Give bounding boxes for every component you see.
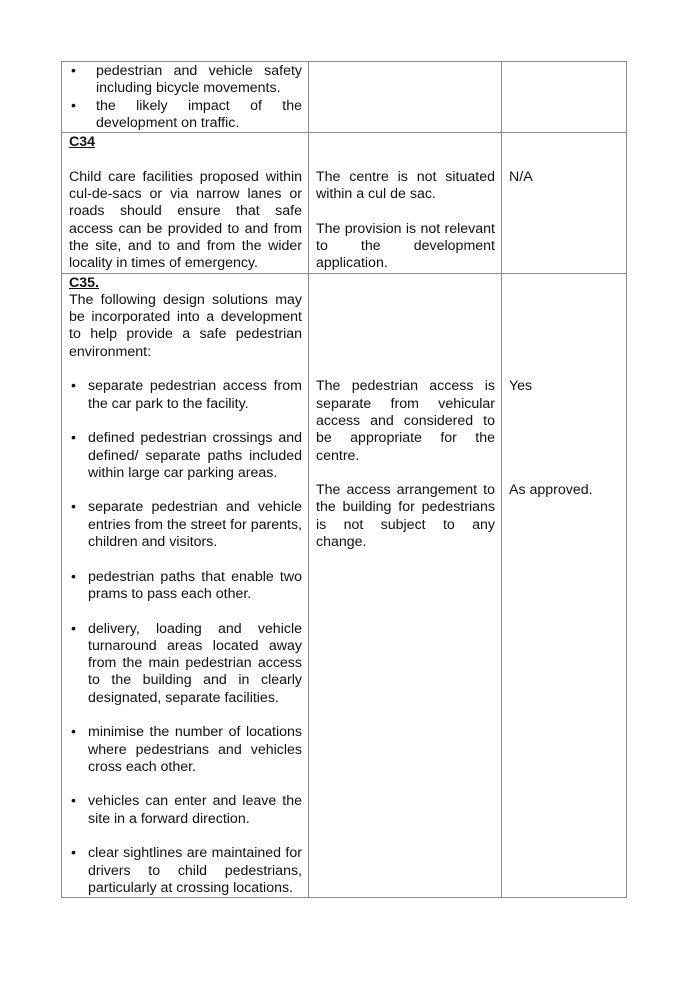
compliance-cell bbox=[502, 133, 627, 273]
list-item: • separate pedestrian access from the car park to the facility. bbox=[88, 378, 302, 413]
comment-cell bbox=[309, 133, 502, 273]
bullet-list bbox=[69, 63, 302, 132]
list-item: • minimise the number of locations where pedestrians and vehicles cross each other. bbox=[88, 724, 302, 776]
comment-cell bbox=[309, 273, 502, 898]
compliance-table bbox=[61, 61, 627, 898]
list-item: • clear sightlines are maintained for drivers to child pedestrians, particularly at crossing locations. bbox=[88, 845, 302, 897]
comment-text: The centre is not situated within a cul de sac. bbox=[316, 168, 495, 203]
compliance-cell bbox=[502, 273, 627, 898]
list-item: • defined pedestrian crossings and defined/ separate paths included within large car parking areas. bbox=[88, 430, 302, 482]
list-item: • pedestrian and vehicle safety including bicycle movements. bbox=[96, 63, 302, 98]
compliance-value: N/A bbox=[509, 168, 533, 185]
list-item: • the likely impact of the development on traffic. bbox=[96, 98, 302, 133]
control-text: The following design solutions may be incorporated into a development to help provide a safe pedestrian environment: bbox=[69, 291, 302, 360]
comment-text: The pedestrian access is separate from vehicular access and considered to be appropriate for the centre. bbox=[316, 378, 495, 464]
list-item: • separate pedestrian and vehicle entries from the street for parents, children and visitors. bbox=[88, 499, 302, 551]
compliance-value: As approved. bbox=[509, 482, 593, 499]
control-text: Child care facilities proposed within cul-de-sacs or via narrow lanes or roads should ensure that safe access can be provided to and from the site, and to and from the wider locality in times of emergency. bbox=[69, 168, 302, 272]
comment-cell bbox=[309, 62, 502, 133]
list-item: • vehicles can enter and leave the site in a forward direction. bbox=[88, 793, 302, 828]
list-item: • pedestrian paths that enable two prams to pass each other. bbox=[88, 569, 302, 604]
table-row bbox=[62, 62, 627, 133]
table-row bbox=[62, 133, 627, 273]
control-code: C34 bbox=[69, 134, 96, 151]
comment-text: The access arrangement to the building for pedestrians is not subject to any change. bbox=[316, 482, 495, 551]
bullet-list bbox=[69, 378, 302, 897]
control-cell bbox=[62, 273, 309, 898]
list-item: • delivery, loading and vehicle turnaround areas located away from the main pedestrian access to the building and in clearly designated, separate facilities. bbox=[88, 621, 302, 707]
control-cell bbox=[62, 133, 309, 273]
table-row bbox=[62, 273, 627, 898]
control-cell bbox=[62, 62, 309, 133]
comment-text: The provision is not relevant to the development application. bbox=[316, 220, 495, 272]
compliance-value: Yes bbox=[509, 378, 533, 395]
control-code: C35. bbox=[69, 274, 99, 291]
compliance-cell bbox=[502, 62, 627, 133]
